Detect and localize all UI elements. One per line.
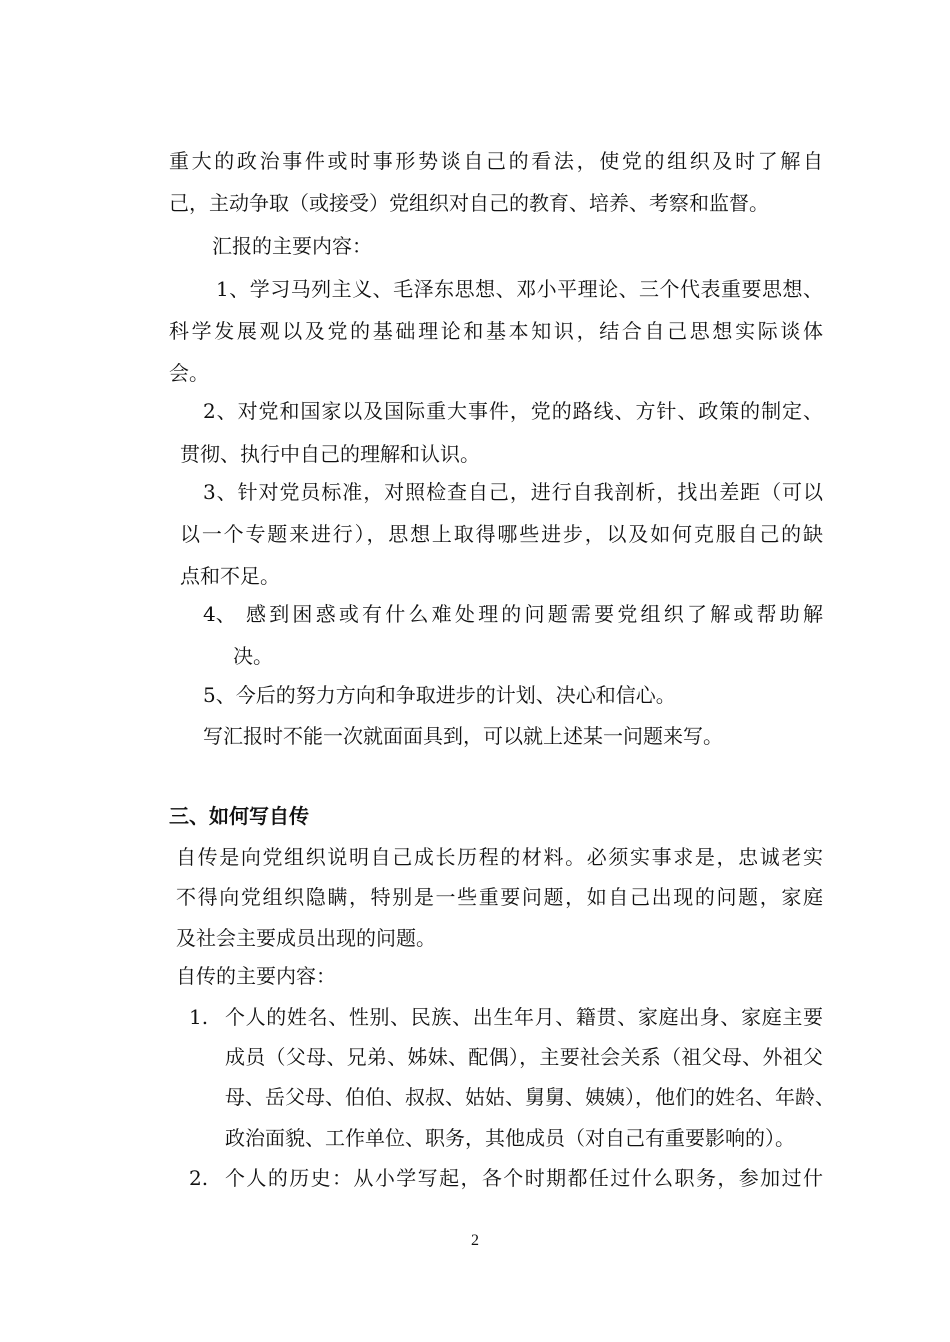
autobiography-item-2-number: 2. (189, 1166, 209, 1190)
report-item-2-line-2: 贯彻、执行中自己的理解和认识。 (180, 442, 480, 466)
section-3-para-line-1: 自传是向党组织说明自己成长历程的材料。必须实事求是，忠诚老实 (176, 845, 823, 869)
section-3-title: 三、如何写自传 (169, 804, 309, 828)
report-item-1-line-3: 会。 (169, 361, 209, 385)
report-item-4-line-2: 决。 (233, 644, 273, 668)
autobiography-item-2-line-1: 个人的历史：从小学写起，各个时期都任过什么职务，参加过什 (225, 1166, 823, 1190)
intro-line-2: 己，主动争取（或接受）党组织对自己的教育、培养、考察和监督。 (169, 191, 769, 215)
section-3-para-line-3: 及社会主要成员出现的问题。 (176, 926, 436, 950)
autobiography-item-1-line-4: 政治面貌、工作单位、职务，其他成员（对自己有重要影响的）。 (225, 1126, 795, 1150)
page-number: 2 (471, 1232, 479, 1249)
report-item-1-line-2: 科学发展观以及党的基础理论和基本知识，结合自己思想实际谈体 (169, 319, 823, 343)
report-item-1-line-1: 1、学习马列主义、毛泽东思想、邓小平理论、三个代表重要思想、 (216, 277, 823, 301)
report-item-4-number: 4、 (203, 602, 236, 626)
report-item-3-line-1: 3、针对党员标准，对照检查自己，进行自我剖析，找出差距（可以 (203, 480, 823, 504)
intro-line-1: 重大的政治事件或时事形势谈自己的看法，使党的组织及时了解自 (169, 149, 823, 173)
autobiography-contents-heading: 自传的主要内容： (176, 964, 336, 988)
autobiography-item-1-line-1: 个人的姓名、性别、民族、出生年月、籍贯、家庭出身、家庭主要 (225, 1005, 823, 1029)
report-item-4-line-1: 感到困惑或有什么难处理的问题需要党组织了解或帮助解 (246, 602, 823, 626)
report-item-5-line-1: 5、今后的努力方向和争取进步的计划、决心和信心。 (203, 683, 676, 707)
autobiography-item-1-line-3: 母、岳父母、伯伯、叔叔、姑姑、舅舅、姨姨），他们的姓名、年龄、 (225, 1085, 835, 1109)
report-heading: 汇报的主要内容： (212, 234, 372, 258)
report-item-2-line-1: 2、对党和国家以及国际重大事件，党的路线、方针、政策的制定、 (203, 399, 823, 423)
autobiography-item-1-number: 1. (189, 1005, 209, 1029)
report-item-3-line-2: 以一个专题来进行），思想上取得哪些进步，以及如何克服自己的缺 (180, 522, 823, 546)
report-item-3-line-3: 点和不足。 (180, 564, 280, 588)
report-note: 写汇报时不能一次就面面具到，可以就上述某一问题来写。 (203, 724, 723, 748)
autobiography-item-1-line-2: 成员（父母、兄弟、姊妹、配偶），主要社会关系（祖父母、外祖父 (225, 1045, 823, 1069)
section-3-para-line-2: 不得向党组织隐瞒，特别是一些重要问题，如自己出现的问题，家庭 (176, 885, 823, 909)
